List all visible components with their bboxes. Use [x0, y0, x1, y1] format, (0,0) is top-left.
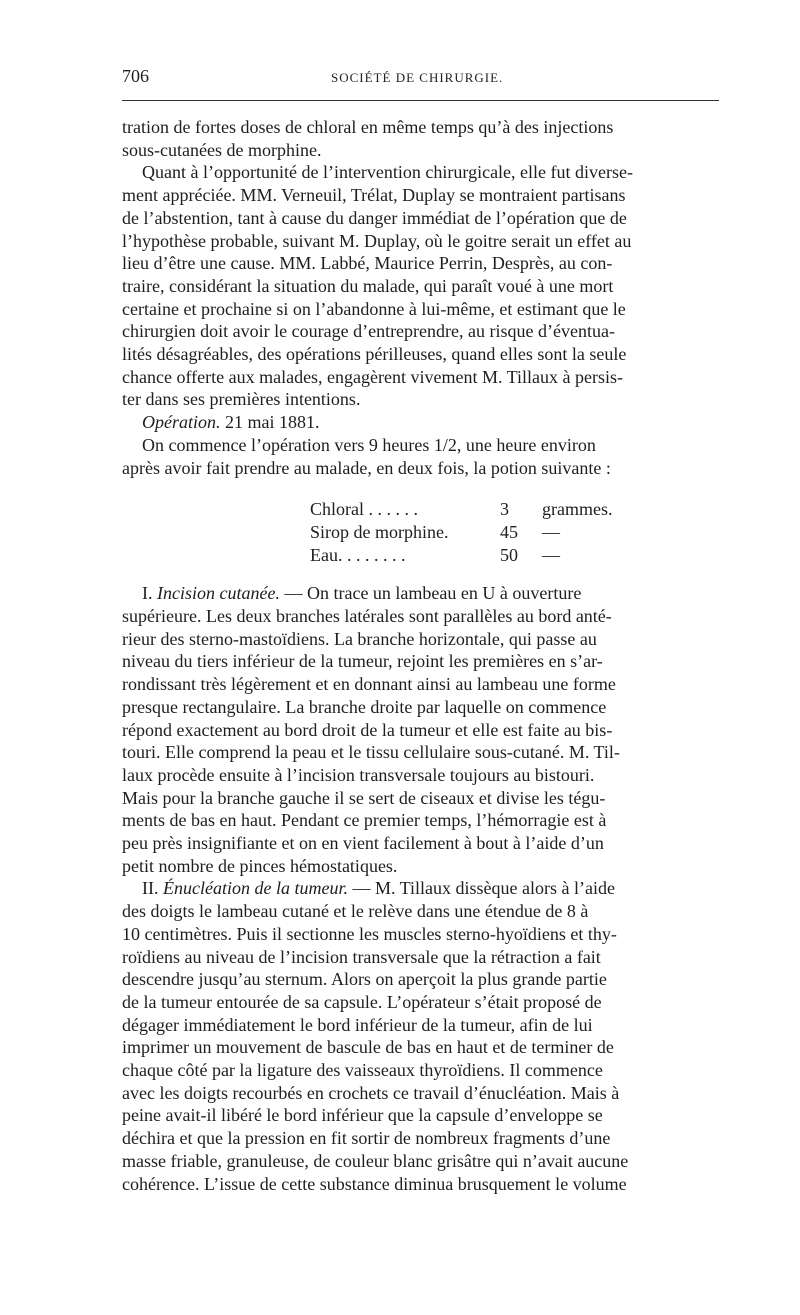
text-line: lieu d’être une cause. MM. Labbé, Maurice Perrin, Desprès, au con-: [122, 253, 613, 274]
formula-unit: grammes.: [542, 499, 613, 520]
section-heading-line: [122, 582, 722, 605]
formula-unit: —: [542, 521, 560, 542]
formula-row: [310, 521, 620, 544]
text-line: niveau du tiers inférieur de la tumeur, rejoint les premières en s’ar-: [122, 651, 603, 672]
text-line: sous-cutanées de morphine.: [122, 139, 322, 160]
text-line: rondissant très légèrement et en donnant ainsi au lambeau une forme: [122, 674, 616, 695]
body-text: [122, 116, 722, 1195]
formula-row: [310, 498, 620, 521]
section-title: Énucléation de la tumeur.: [163, 878, 348, 899]
text-line: chaque côté par la ligature des vaisseaux thyroïdiens. Il commence: [122, 1060, 603, 1081]
text-line: rieur des sterno-mastoïdiens. La branche horizontale, qui passe au: [122, 628, 597, 649]
text-line: ter dans ses premières intentions.: [122, 389, 361, 410]
text-line: l’hypothèse probable, suivant M. Duplay, où le goitre serait un effet au: [122, 230, 632, 251]
text-line: peu près insignifiante et on en vient facilement à bout à l’aide d’un: [122, 833, 604, 854]
text-line: imprimer un mouvement de bascule de bas en haut et de terminer de: [122, 1037, 614, 1058]
operation-date-line: [122, 411, 722, 434]
text-line: descendre jusqu’au sternum. Alors on aperçoit la plus grande partie: [122, 969, 607, 990]
potion-formula: [310, 498, 620, 566]
text-line: dégager immédiatement le bord inférieur de la tumeur, afin de lui: [122, 1014, 593, 1035]
text-line: ment appréciée. MM. Verneuil, Trélat, Duplay se montraient partisans: [122, 185, 626, 206]
formula-quantity: 3: [500, 499, 509, 520]
text-line: de la tumeur entourée de sa capsule. L’opérateur s’était proposé de: [122, 991, 602, 1012]
text-line: répond exactement au bord droit de la tumeur et elle est faite au bis-: [122, 719, 613, 740]
text-line: chance offerte aux malades, engagèrent vivement M. Tillaux à persis-: [122, 366, 624, 387]
text-line: déchira et que la pression en fit sortir de nombreux fragments d’une: [122, 1128, 611, 1149]
header-rule: [122, 100, 719, 101]
formula-quantity: 45: [500, 521, 518, 542]
text-line: certaine et prochaine si on l’abandonne à lui-même, et estimant que le: [122, 298, 626, 319]
section-number: II.: [142, 878, 163, 899]
text-line: roïdiens au niveau de l’incision transversale que la rétraction a fait: [122, 946, 601, 967]
text-line: ments de bas en haut. Pendant ce premier temps, l’hémorragie est à: [122, 810, 607, 831]
formula-unit: —: [542, 544, 560, 565]
operation-label: Opération.: [142, 412, 221, 433]
text-line: Quant à l’opportunité de l’intervention chirurgicale, elle fut diverse-: [142, 162, 633, 183]
text-line: 10 centimètres. Puis il sectionne les muscles sterno-hyoïdiens et thy-: [122, 923, 617, 944]
text-line: avec les doigts recourbés en crochets ce travail d’énucléation. Mais à: [122, 1082, 620, 1103]
text-line: presque rectangulaire. La branche droite par laquelle on commence: [122, 696, 607, 717]
text-line: traire, considérant la situation du malade, qui paraît voué à une mort: [122, 275, 614, 296]
page-header: [122, 66, 722, 96]
text-line: tration de fortes doses de chloral en même temps qu’à des injections: [122, 117, 614, 137]
text-line: peine avait-il libéré le bord inférieur que la capsule d’enveloppe se: [122, 1105, 603, 1126]
operation-date: 21 mai 1881.: [220, 412, 320, 433]
text-line: On commence l’opération vers 9 heures 1/2, une heure environ: [142, 434, 596, 455]
formula-row: [310, 544, 620, 567]
section-heading-line: [122, 877, 722, 900]
formula-ingredient: Chloral . . . . . .: [310, 499, 418, 520]
page-number: 706: [122, 66, 149, 86]
text-line: masse friable, granuleuse, de couleur blanc grisâtre qui n’avait aucune: [122, 1150, 629, 1171]
text-line: Mais pour la branche gauche il se sert de ciseaux et divise les tégu-: [122, 787, 606, 808]
text-line: petit nombre de pinces hémostatiques.: [122, 855, 398, 876]
text-line: laux procède ensuite à l’incision transversale toujours au bistouri.: [122, 764, 595, 785]
formula-ingredient: Sirop de morphine.: [310, 521, 449, 542]
text-line: après avoir fait prendre au malade, en deux fois, la potion suivante :: [122, 457, 611, 478]
section-text: — M. Tillaux dissèque alors à l’aide: [347, 878, 615, 899]
text-line: cohérence. L’issue de cette substance diminua brusquement le volume: [122, 1173, 627, 1194]
running-head: SOCIÉTÉ DE CHIRURGIE.: [331, 70, 504, 85]
section-number: I.: [142, 583, 157, 604]
section-title: Incision cutanée.: [157, 583, 280, 604]
text-line: des doigts le lambeau cutané et le relève dans une étendue de 8 à: [122, 901, 589, 922]
section-text: — On trace un lambeau en U à ouverture: [279, 583, 582, 604]
text-line: chirurgien doit avoir le courage d’entreprendre, au risque d’éventua-: [122, 321, 615, 342]
text-line: supérieure. Les deux branches latérales sont parallèles au bord anté-: [122, 606, 612, 627]
formula-quantity: 50: [500, 544, 518, 565]
text-line: touri. Elle comprend la peau et le tissu cellulaire sous-cutané. M. Til-: [122, 742, 620, 763]
text-line: de l’abstention, tant à cause du danger immédiat de l’opération que de: [122, 207, 627, 228]
formula-ingredient: Eau. . . . . . . .: [310, 544, 406, 565]
text-line: lités désagréables, des opérations périlleuses, quand elles sont la seule: [122, 344, 627, 365]
